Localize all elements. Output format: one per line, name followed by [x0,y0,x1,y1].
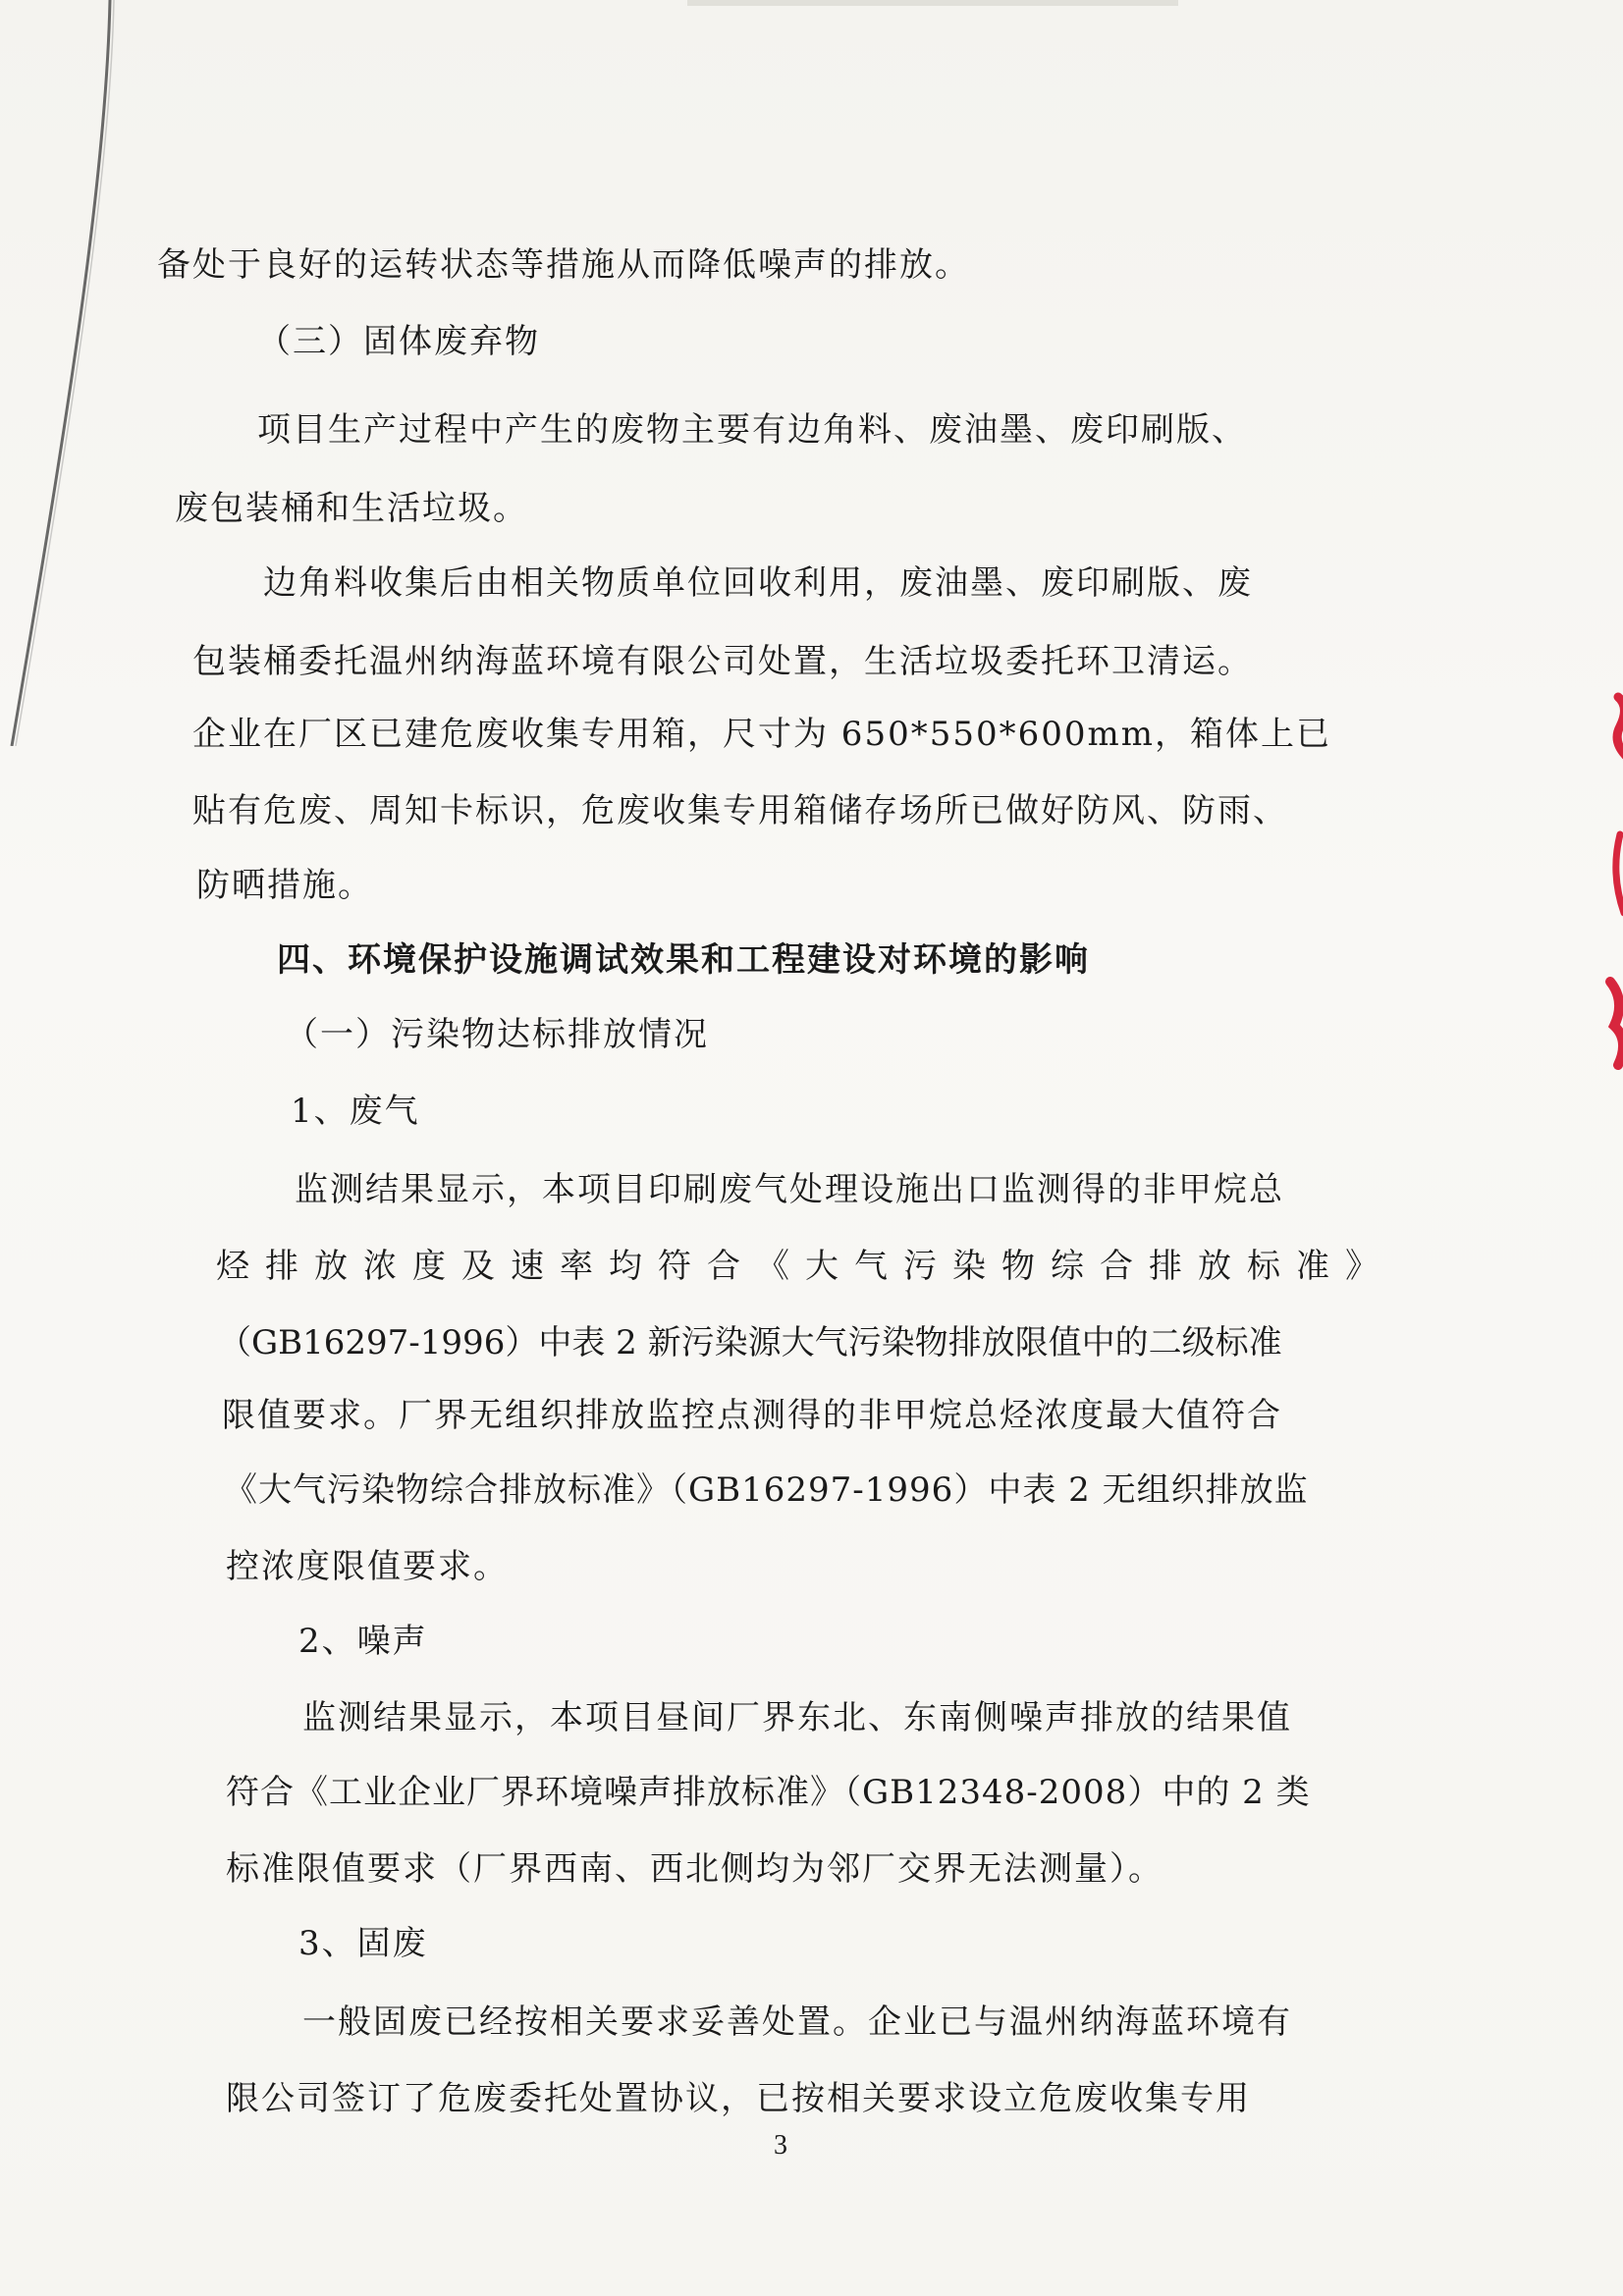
page-number: 3 [774,2130,787,2161]
text-line: 符合《工业企业厂界环境噪声排放标准》（GB12348-2008）中的 2 类 [226,1773,1311,1812]
chapter-heading: 四、环境保护设施调试效果和工程建设对环境的影响 [277,940,1090,980]
text-line: （GB16297-1996）中表 2 新污染源大气污染物排放限值中的二级标准 [218,1323,1282,1362]
section-heading: （三）固体废弃物 [257,322,540,361]
text-line: 废包装桶和生活垃圾。 [175,489,528,528]
text-line: 限公司签订了危废委托处置协议，已按相关要求设立危废收集专用 [226,2079,1251,2118]
text-line: 边角料收集后由相关物质单位回收利用，废油墨、废印刷版、废 [263,563,1253,603]
subsection-heading: 2、噪声 [298,1622,428,1661]
text-line: 监测结果显示，本项目昼间厂界东北、东南侧噪声排放的结果值 [302,1698,1292,1737]
text-line: 监测结果显示，本项目印刷废气处理设施出口监测得的非甲烷总 [295,1170,1284,1209]
red-seal-stamp-edge [1591,687,1623,1099]
text-line: 备处于良好的运转状态等措施从而降低噪声的排放。 [157,245,970,285]
text-line: 限值要求。厂界无组织排放监控点测得的非甲烷总烃浓度最大值符合 [222,1396,1282,1435]
text-line: 一般固废已经按相关要求妥善处置。企业已与温州纳海蓝环境有 [302,2002,1292,2042]
text-line: 包装桶委托温州纳海蓝环境有限公司处置，生活垃圾委托环卫清运。 [192,642,1253,681]
scan-shadow [687,0,1178,6]
text-line: 项目生产过程中产生的废物主要有边角料、废油墨、废印刷版、 [257,410,1247,450]
subsection-heading: 1、废气 [291,1092,420,1131]
text-line: 标准限值要求（厂界西南、西北侧均为邻厂交界无法测量）。 [226,1849,1163,1889]
section-heading: （一）污染物达标排放情况 [285,1015,709,1054]
paper-fold-line [0,0,128,746]
text-line: 企业在厂区已建危废收集专用箱，尺寸为 650*550*600mm，箱体上已 [192,715,1331,754]
text-line: 控浓度限值要求。 [226,1547,509,1586]
subsection-heading: 3、固废 [298,1924,428,1963]
text-line: 烃排放浓度及速率均符合《大气污染物综合排放标准》 [216,1247,1394,1286]
text-line: 防晒措施。 [196,866,373,905]
text-line: 贴有危废、周知卡标识，危废收集专用箱储存场所已做好防风、防雨、 [192,791,1288,830]
text-line: 《大气污染物综合排放标准》（GB16297-1996）中表 2 无组织排放监 [224,1470,1309,1510]
